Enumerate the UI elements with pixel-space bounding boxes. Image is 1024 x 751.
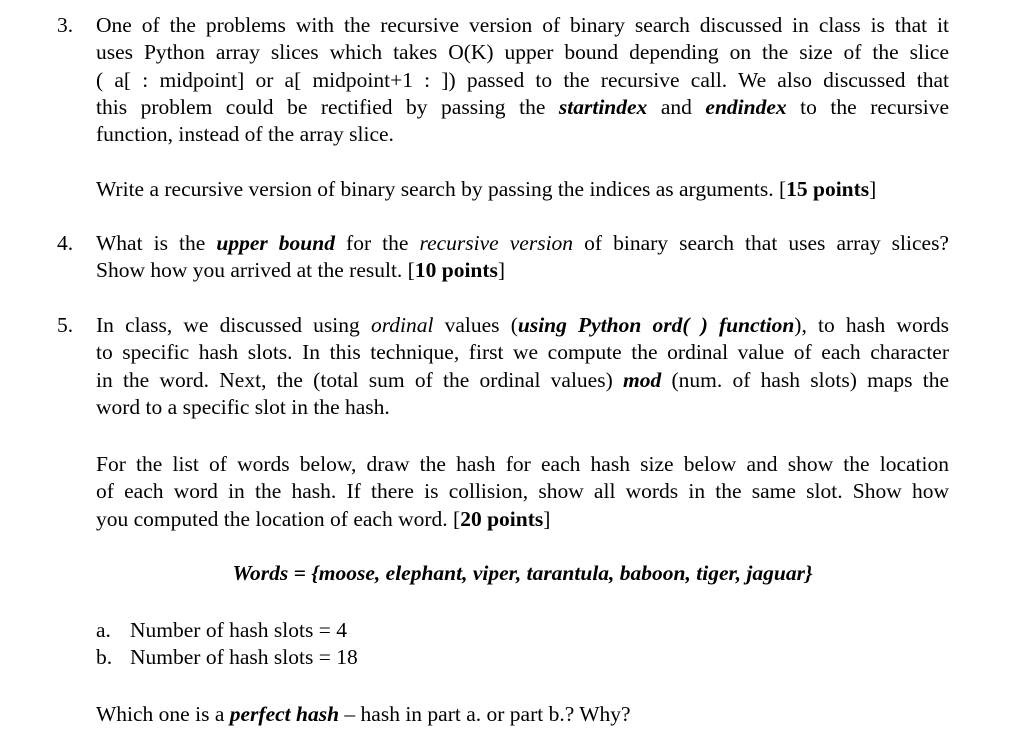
q3-number: 3.: [57, 13, 74, 37]
q4-paragraph: [96, 230, 949, 285]
part-b-text: Number of hash slots = 18: [130, 645, 358, 669]
part-a-label: a.: [96, 618, 111, 642]
q3-paragraph: [96, 12, 949, 148]
upper-bound-term: upper bound: [216, 231, 335, 255]
part-b-label: b.: [96, 645, 113, 669]
q5-line-2: to specific hash slots. In this technique, first we compute the ordinal value of each character: [96, 340, 949, 365]
q5-points: 20 points: [460, 506, 544, 531]
q5-p2-line-1: For the list of words below, draw the hash for each hash size below and show the location: [96, 452, 949, 476]
q5-p2-line-3: you computed the location of each word. [20 points]: [96, 506, 551, 531]
words-set: Words = {moose, elephant, viper, tarantula, baboon, tiger, jaguar}: [232, 561, 813, 585]
mod-term: mod: [623, 367, 662, 392]
q5-paragraph-2: [96, 451, 949, 533]
recursive-version-term: recursive version: [419, 231, 574, 255]
q3-line-1: One of the problems with the recursive version of binary search discussed in class is that it: [96, 13, 949, 37]
q5-paragraph: [96, 312, 949, 421]
q5-p2-line-2: of each word in the hash. If there is collision, show all words in the same slot. Show how: [96, 479, 949, 504]
ordinal-term: ordinal: [370, 313, 434, 337]
q5-line-4: word to a specific slot in the hash.: [96, 394, 390, 419]
q4-line-2: Show how you arrived at the result. [10 points]: [96, 258, 506, 283]
final-question: Which one is a perfect hash – hash in part a. or part b.? Why?: [96, 702, 631, 726]
perfect-hash-term: perfect hash: [229, 702, 340, 726]
q3-task: Write a recursive version of binary search by passing the indices as arguments. [15 points]: [96, 177, 877, 201]
q5-line-3: in the word. Next, the (total sum of the ordinal values) mod (num. of hash slots) maps the: [96, 367, 949, 392]
q3-line-2: uses Python array slices which takes O(K) upper bound depending on the size of the slice: [96, 40, 949, 65]
ord-function-term: using Python ord( ) function: [517, 313, 795, 337]
q4-number: 4.: [57, 231, 74, 255]
startindex-term: startindex: [558, 94, 648, 119]
q3-points: 15 points: [786, 177, 870, 201]
part-a-text: Number of hash slots = 4: [130, 618, 347, 642]
q5-line-1: In class, we discussed using ordinal values (using Python ord( ) function), to hash words: [96, 313, 949, 337]
q4-points: 10 points: [414, 258, 498, 283]
q3-line-3: ( a[ : midpoint] or a[ midpoint+1 : ]) passed to the recursive call. We also discussed that: [96, 67, 949, 92]
q4-line-1: What is the upper bound for the recursive version of binary search that uses array slices?: [96, 231, 949, 255]
endindex-term: endindex: [705, 94, 787, 119]
q3-line-5: function, instead of the array slice.: [96, 122, 394, 147]
q3-line-4: this problem could be rectified by passing the startindex and endindex to the recursive: [96, 94, 950, 119]
q5-number: 5.: [57, 313, 74, 337]
